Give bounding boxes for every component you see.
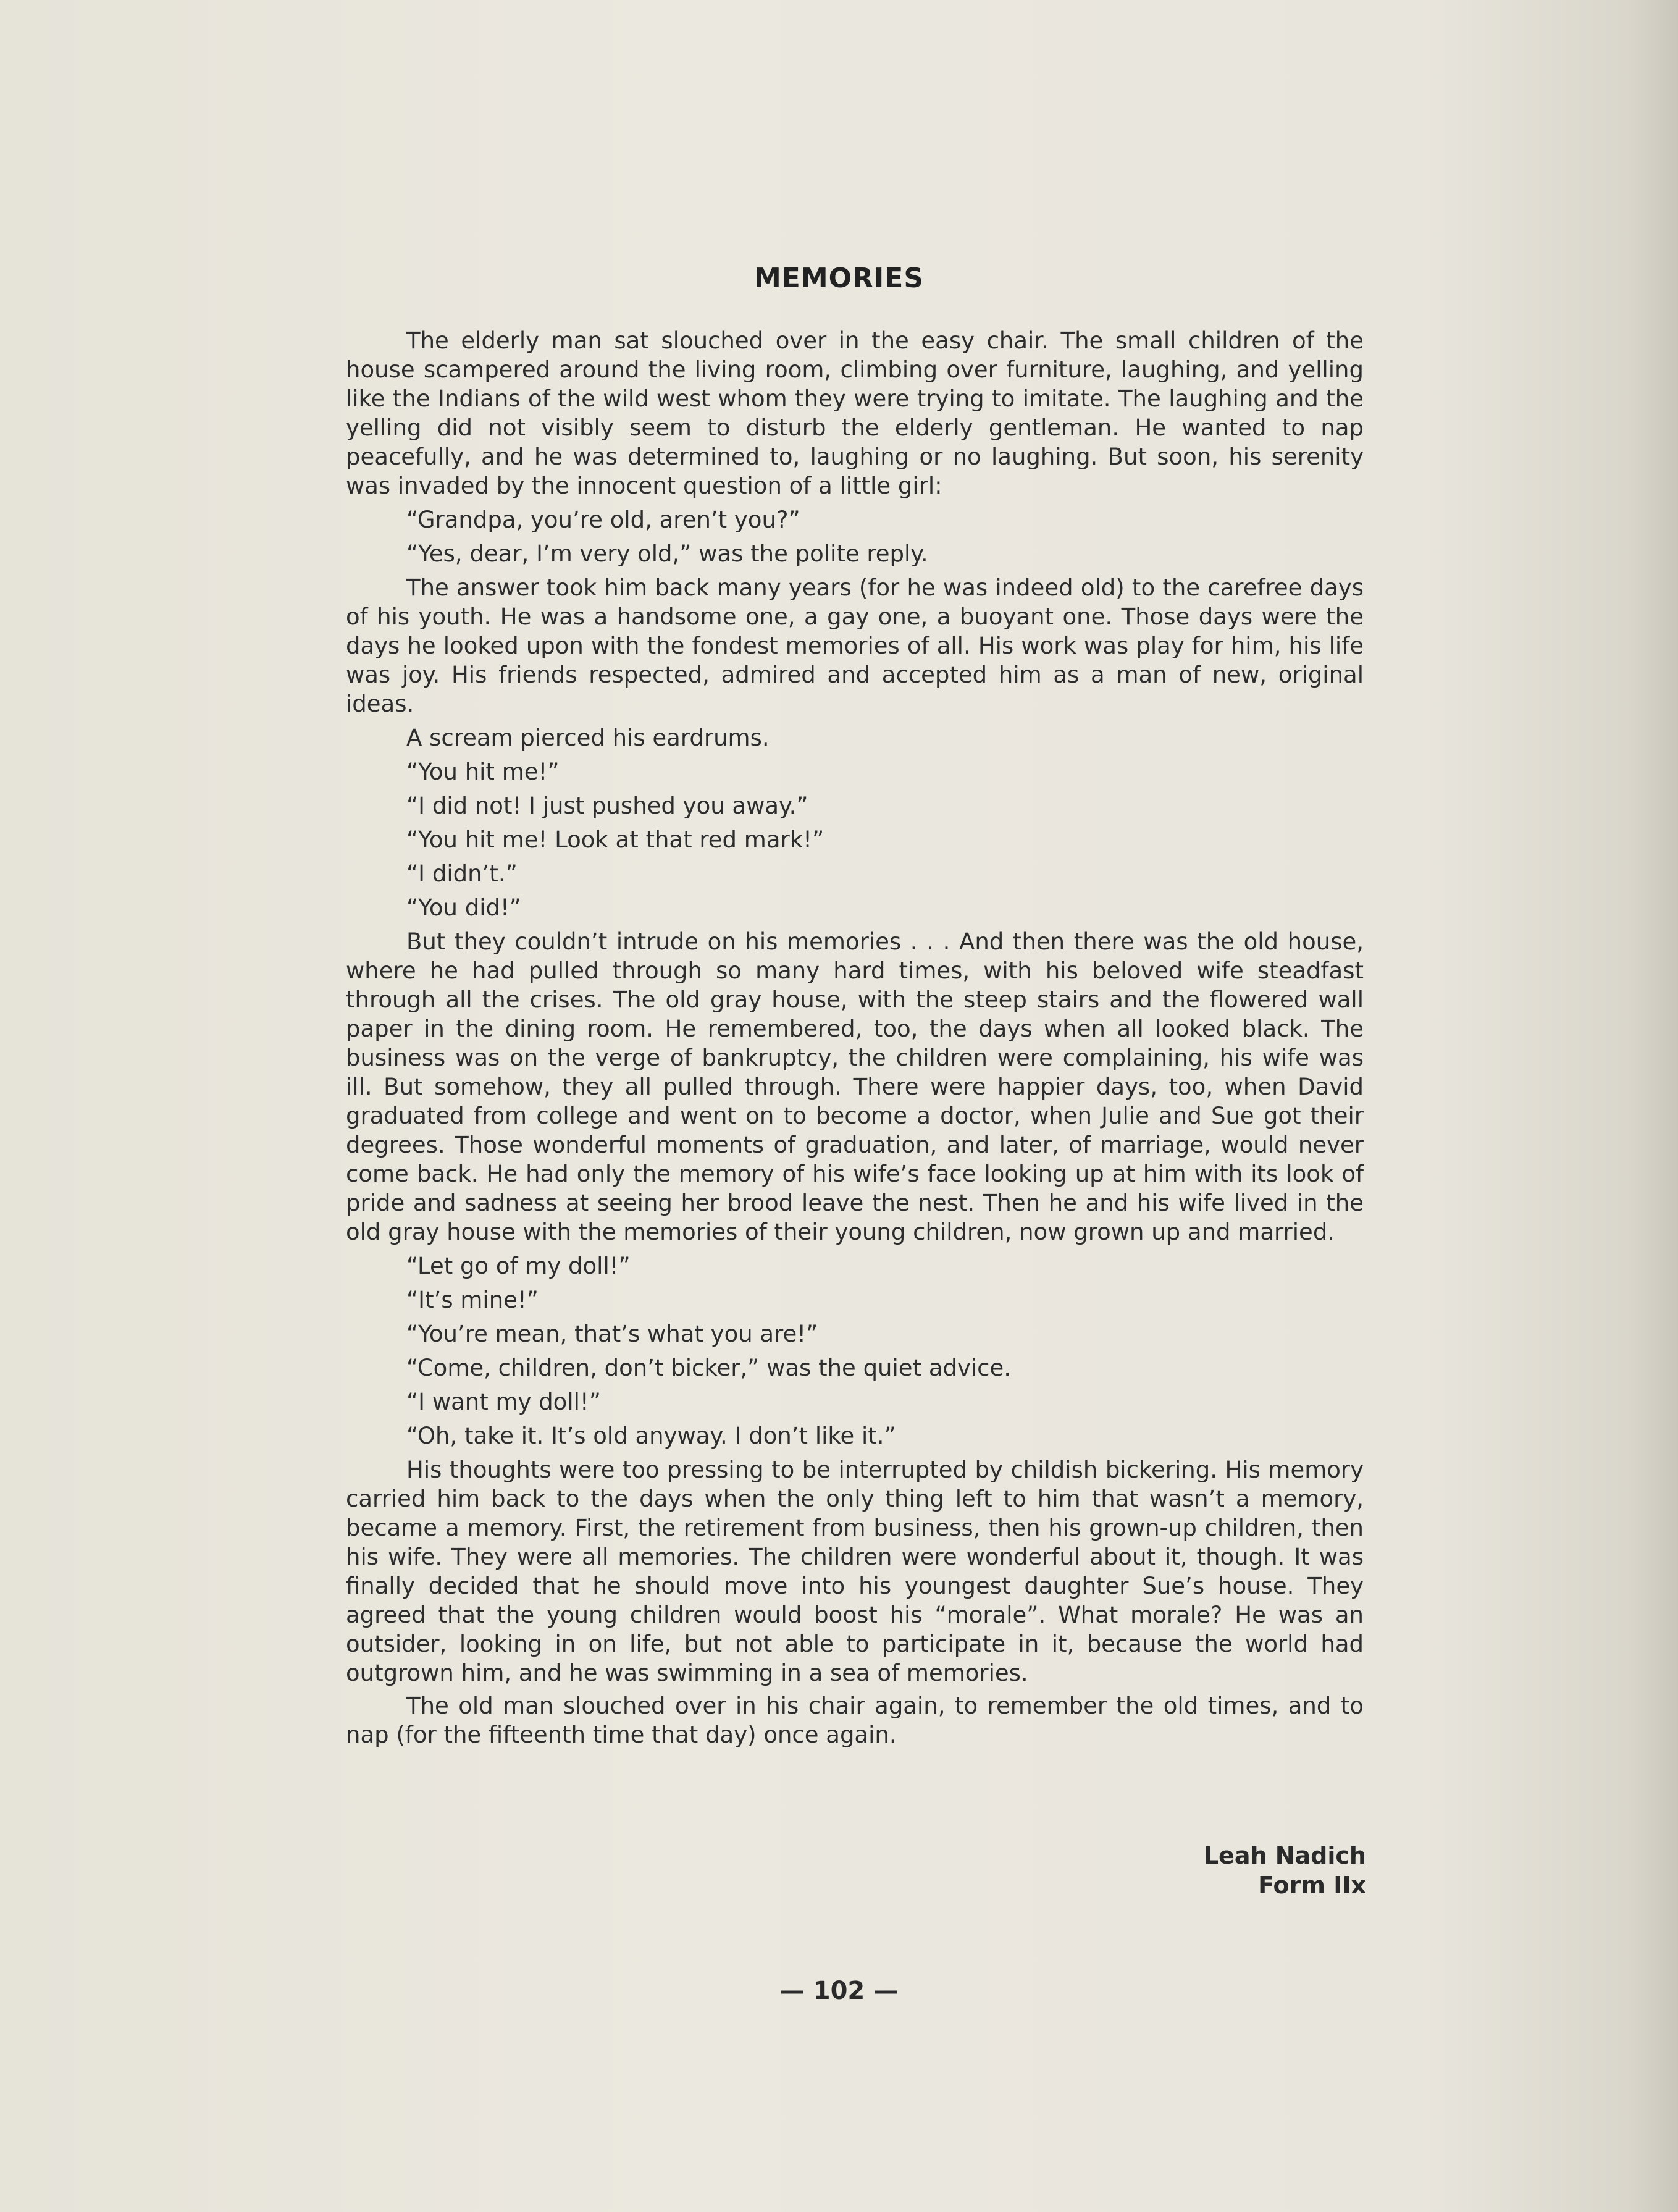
paragraph: The old man slouched over in his chair again, to remember the old times, and to nap (for the fifteenth time that day) once again. — [346, 1693, 1364, 1748]
paragraph: But they couldn’t intrude on his memories . . . And then there was the old house, where he had pulled through so many hard times, with his beloved wife steadfast through all the crises. The old gray house, with the steep stairs and the flowered wall paper in the dining room. He remembered, too, the days when all looked black. The business was on the verge of bankruptcy, the children were complaining, his wife was ill. But somehow, they all pulled through. There were happier days, too, when David graduated from college and went on to become a doctor, when Julie and Sue got their degrees. Those wonderful moments of graduation, and later, of marriage, would never come back. He had only the memory of his wife’s face looking up at him with its look of pride and sadness at seeing her brood leave the nest. Then he and his wife lived in the old gray house with the memories of their young children, now grown up and married. — [346, 928, 1364, 1245]
story-title: MEMORIES — [753, 263, 925, 294]
dialogue-line: “I didn’t.” — [406, 860, 518, 887]
dialogue-line: “Come, children, don’t bicker,” was the quiet advice. — [406, 1355, 1012, 1381]
dialogue-line: “I want my doll!” — [406, 1389, 601, 1415]
author-form: Form IIx — [1258, 1872, 1366, 1899]
story-body — [346, 322, 1364, 1749]
dialogue-line: “You hit me!” — [406, 759, 560, 785]
author-signature — [1112, 1841, 1366, 1900]
dialogue-line: “Grandpa, you’re old, aren’t you?” — [406, 507, 800, 533]
page-number: — 102 — — [779, 1977, 899, 2005]
dialogue-line: “Oh, take it. It’s old anyway. I don’t like it.” — [406, 1423, 896, 1449]
dialogue-line: “You hit me! Look at that red mark!” — [406, 826, 824, 853]
dialogue-line: “Yes, dear, I’m very old,” was the polite reply. — [406, 540, 928, 567]
dialogue-line: “Let go of my doll!” — [406, 1253, 631, 1279]
paragraph: The answer took him back many years (for he was indeed old) to the carefree days of his youth. He was a handsome one, a gay one, a buoyant one. Those days were the days he looked upon with the fondest memories of all. His work was play for him, his life was joy. His friends respected, admired and accepted him as a man of new, original ideas. — [346, 574, 1364, 717]
paragraph: His thoughts were too pressing to be interrupted by childish bickering. His memory carried him back to the days when the only thing left to him that wasn’t a memory, became a memory. First, the retirement from business, then his grown-up children, then his wife. They were all memories. The children were wonderful about it, though. It was finally decided that he should move into his youngest daughter Sue’s house. They agreed that the young children would boost his “morale”. What morale? He was an outsider, looking in on life, but not able to participate in it, because the world had outgrown him, and he was swimming in a sea of memories. — [346, 1457, 1364, 1686]
dialogue-line: “It’s mine!” — [406, 1287, 539, 1313]
dialogue-line: A scream pierced his eardrums. — [406, 725, 770, 751]
dialogue-line: “I did not! I just pushed you away.” — [406, 793, 808, 819]
dialogue-line: “You did!” — [406, 894, 521, 921]
author-name: Leah Nadich — [1203, 1842, 1366, 1869]
dialogue-line: “You’re mean, that’s what you are!” — [406, 1321, 818, 1347]
paragraph: The elderly man sat slouched over in the easy chair. The small children of the house scampered around the living room, climbing over furniture, laughing, and yelling like the Indians of the wild west whom they were trying to imitate. The laughing and the yelling did not visibly seem to disturb the elderly gentleman. He wanted to nap peacefully, and he was determined to, laughing or no laughing. But soon, his serenity was invaded by the innocent question of a little girl: — [346, 327, 1364, 499]
